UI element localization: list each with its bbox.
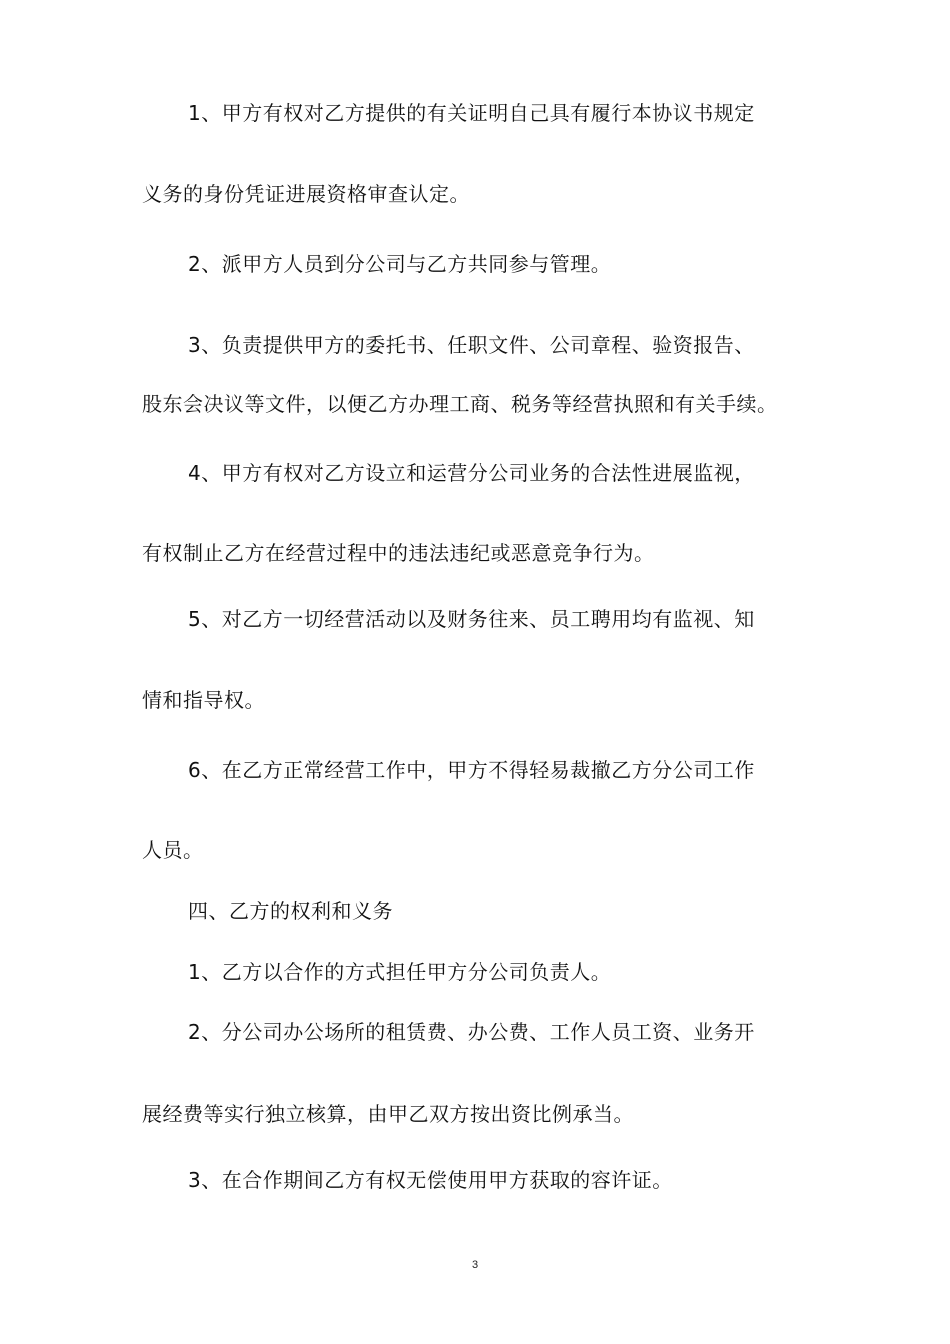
paragraph-line: 1、甲方有权对乙方提供的有关证明自己具有履行本协议书规定: [188, 101, 755, 125]
paragraph-line: 1、乙方以合作的方式担任甲方分公司负责人。: [188, 960, 612, 984]
paragraph-line: 情和指导权。: [142, 688, 265, 712]
paragraph-line: 4、甲方有权对乙方设立和运营分公司业务的合法性进展监视，: [188, 461, 755, 485]
paragraph-line: 6、在乙方正常经营工作中，甲方不得轻易裁撤乙方分公司工作: [188, 758, 755, 782]
section-heading: 四、乙方的权利和义务: [188, 899, 393, 923]
paragraph-line: 3、在合作期间乙方有权无偿使用甲方获取的容许证。: [188, 1168, 673, 1192]
paragraph-line: 展经费等实行独立核算，由甲乙双方按出资比例承当。: [142, 1102, 634, 1126]
paragraph-line: 2、分公司办公场所的租赁费、办公费、工作人员工资、业务开: [188, 1020, 755, 1044]
paragraph-line: 2、派甲方人员到分公司与乙方共同参与管理。: [188, 252, 612, 276]
paragraph-line: 人员。: [142, 838, 204, 862]
paragraph-line: 5、对乙方一切经营活动以及财务往来、员工聘用均有监视、知: [188, 607, 755, 631]
paragraph-line: 3、负责提供甲方的委托书、任职文件、公司章程、验资报告、: [188, 333, 755, 357]
page-number: 3: [471, 1259, 479, 1271]
paragraph-line: 有权制止乙方在经营过程中的违法违纪或恶意竞争行为。: [142, 541, 655, 565]
paragraph-line: 股东会决议等文件，以便乙方办理工商、税务等经营执照和有关手续。: [142, 392, 778, 416]
paragraph-line: 义务的身份凭证进展资格审查认定。: [142, 182, 470, 206]
